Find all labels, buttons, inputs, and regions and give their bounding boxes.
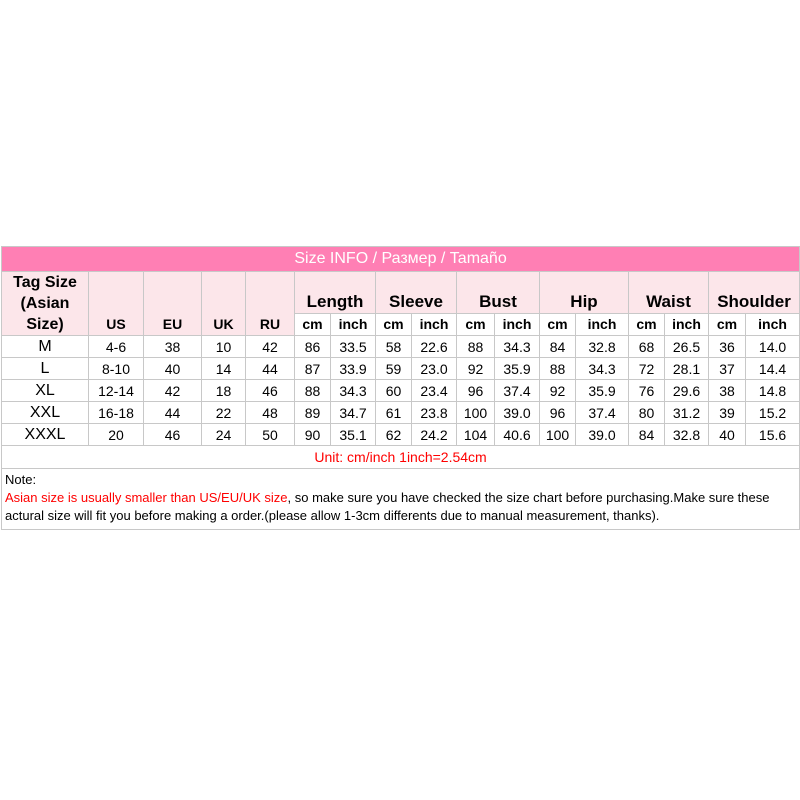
unit-conversion: Unit: cm/inch 1inch=2.54cm [2, 446, 800, 469]
measurement-cell: 37.4 [495, 380, 540, 402]
ru-header: RU [246, 272, 295, 336]
unit-inch-header: inch [576, 313, 629, 335]
measurement-cell: 72 [629, 358, 665, 380]
size-chart [1, 246, 799, 553]
unit-cm-header: cm [540, 313, 576, 335]
header-row [2, 272, 800, 314]
unit-inch-header: inch [746, 313, 800, 335]
measurement-cell: 35.9 [576, 380, 629, 402]
table-row [2, 358, 800, 380]
measurement-cell: 100 [457, 402, 495, 424]
unit-cm-header: cm [457, 313, 495, 335]
measurement-cell: 100 [540, 424, 576, 446]
table-row [2, 424, 800, 446]
note-warning: Asian size is usually smaller than US/EU/UK size [5, 490, 288, 505]
eu-size-cell: 46 [144, 424, 202, 446]
measurement-cell: 23.8 [412, 402, 457, 424]
eu-size-cell: 44 [144, 402, 202, 424]
measurement-cell: 39.0 [495, 402, 540, 424]
measurement-cell: 84 [540, 336, 576, 358]
measurement-cell: 32.8 [665, 424, 709, 446]
size-label: XXXL [2, 424, 89, 446]
us-header: US [89, 272, 144, 336]
size-label: XL [2, 380, 89, 402]
measurement-cell: 39 [709, 402, 746, 424]
measurement-cell: 23.4 [412, 380, 457, 402]
ru-size-cell: 42 [246, 336, 295, 358]
eu-header: EU [144, 272, 202, 336]
table-row [2, 380, 800, 402]
bust-header: Bust [457, 272, 540, 314]
measurement-cell: 59 [376, 358, 412, 380]
unit-cm-header: cm [376, 313, 412, 335]
measurement-cell: 86 [295, 336, 331, 358]
note-row [2, 469, 800, 530]
measurement-cell: 38 [709, 380, 746, 402]
measurement-cell: 87 [295, 358, 331, 380]
measurement-cell: 84 [629, 424, 665, 446]
measurement-cell: 15.2 [746, 402, 800, 424]
unit-cm-header: cm [629, 313, 665, 335]
measurement-cell: 88 [457, 336, 495, 358]
measurement-cell: 26.5 [665, 336, 709, 358]
unit-row [2, 446, 800, 469]
measurement-cell: 92 [457, 358, 495, 380]
measurement-cell: 40.6 [495, 424, 540, 446]
measurement-cell: 35.1 [331, 424, 376, 446]
measurement-cell: 89 [295, 402, 331, 424]
us-size-cell: 4-6 [89, 336, 144, 358]
measurement-cell: 15.6 [746, 424, 800, 446]
us-size-cell: 16-18 [89, 402, 144, 424]
uk-size-cell: 18 [202, 380, 246, 402]
measurement-cell: 96 [540, 402, 576, 424]
us-size-cell: 20 [89, 424, 144, 446]
table-row [2, 336, 800, 358]
measurement-cell: 34.3 [576, 358, 629, 380]
measurement-cell: 61 [376, 402, 412, 424]
measurement-cell: 92 [540, 380, 576, 402]
measurement-cell: 14.4 [746, 358, 800, 380]
measurement-cell: 58 [376, 336, 412, 358]
measurement-cell: 88 [295, 380, 331, 402]
measurement-cell: 14.0 [746, 336, 800, 358]
us-size-cell: 12-14 [89, 380, 144, 402]
measurement-cell: 90 [295, 424, 331, 446]
unit-cm-header: cm [709, 313, 746, 335]
measurement-cell: 76 [629, 380, 665, 402]
size-label: XXL [2, 402, 89, 424]
measurement-cell: 34.3 [331, 380, 376, 402]
measurement-cell: 33.9 [331, 358, 376, 380]
uk-size-cell: 10 [202, 336, 246, 358]
eu-size-cell: 42 [144, 380, 202, 402]
eu-size-cell: 40 [144, 358, 202, 380]
measurement-cell: 62 [376, 424, 412, 446]
size-table [1, 246, 800, 530]
measurement-cell: 60 [376, 380, 412, 402]
hip-header: Hip [540, 272, 629, 314]
measurement-cell: 22.6 [412, 336, 457, 358]
measurement-cell: 24.2 [412, 424, 457, 446]
note-label: Note: [5, 472, 37, 487]
measurement-cell: 32.8 [576, 336, 629, 358]
measurement-cell: 80 [629, 402, 665, 424]
measurement-cell: 31.2 [665, 402, 709, 424]
tag-size-header: Tag Size (Asian Size) [2, 272, 89, 336]
ru-size-cell: 48 [246, 402, 295, 424]
sleeve-header: Sleeve [376, 272, 457, 314]
unit-inch-header: inch [495, 313, 540, 335]
unit-inch-header: inch [331, 313, 376, 335]
measurement-cell: 39.0 [576, 424, 629, 446]
measurement-cell: 23.0 [412, 358, 457, 380]
waist-header: Waist [629, 272, 709, 314]
length-header: Length [295, 272, 376, 314]
shoulder-header: Shoulder [709, 272, 800, 314]
measurement-cell: 34.7 [331, 402, 376, 424]
table-row [2, 402, 800, 424]
measurement-cell: 34.3 [495, 336, 540, 358]
measurement-cell: 33.5 [331, 336, 376, 358]
uk-size-cell: 14 [202, 358, 246, 380]
uk-size-cell: 24 [202, 424, 246, 446]
measurement-cell: 29.6 [665, 380, 709, 402]
measurement-cell: 96 [457, 380, 495, 402]
measurement-cell: 104 [457, 424, 495, 446]
us-size-cell: 8-10 [89, 358, 144, 380]
unit-inch-header: inch [665, 313, 709, 335]
measurement-cell: 14.8 [746, 380, 800, 402]
measurement-cell: 37.4 [576, 402, 629, 424]
ru-size-cell: 44 [246, 358, 295, 380]
measurement-cell: 28.1 [665, 358, 709, 380]
size-label: M [2, 336, 89, 358]
uk-size-cell: 22 [202, 402, 246, 424]
measurement-cell: 68 [629, 336, 665, 358]
note-text: , so make sure you have checked the size chart before purchasing.Make sure these actural size will fit you before making a order.(please allow 1-3cm differents due to manual measurement, thanks). [5, 490, 770, 523]
size-label: L [2, 358, 89, 380]
measurement-cell: 88 [540, 358, 576, 380]
unit-cm-header: cm [295, 313, 331, 335]
unit-inch-header: inch [412, 313, 457, 335]
chart-title: Size INFO / Размер / Tamaño [2, 247, 800, 272]
ru-size-cell: 46 [246, 380, 295, 402]
note [2, 469, 800, 530]
eu-size-cell: 38 [144, 336, 202, 358]
measurement-cell: 37 [709, 358, 746, 380]
ru-size-cell: 50 [246, 424, 295, 446]
uk-header: UK [202, 272, 246, 336]
measurement-cell: 40 [709, 424, 746, 446]
measurement-cell: 36 [709, 336, 746, 358]
banner-row [2, 247, 800, 272]
measurement-cell: 35.9 [495, 358, 540, 380]
